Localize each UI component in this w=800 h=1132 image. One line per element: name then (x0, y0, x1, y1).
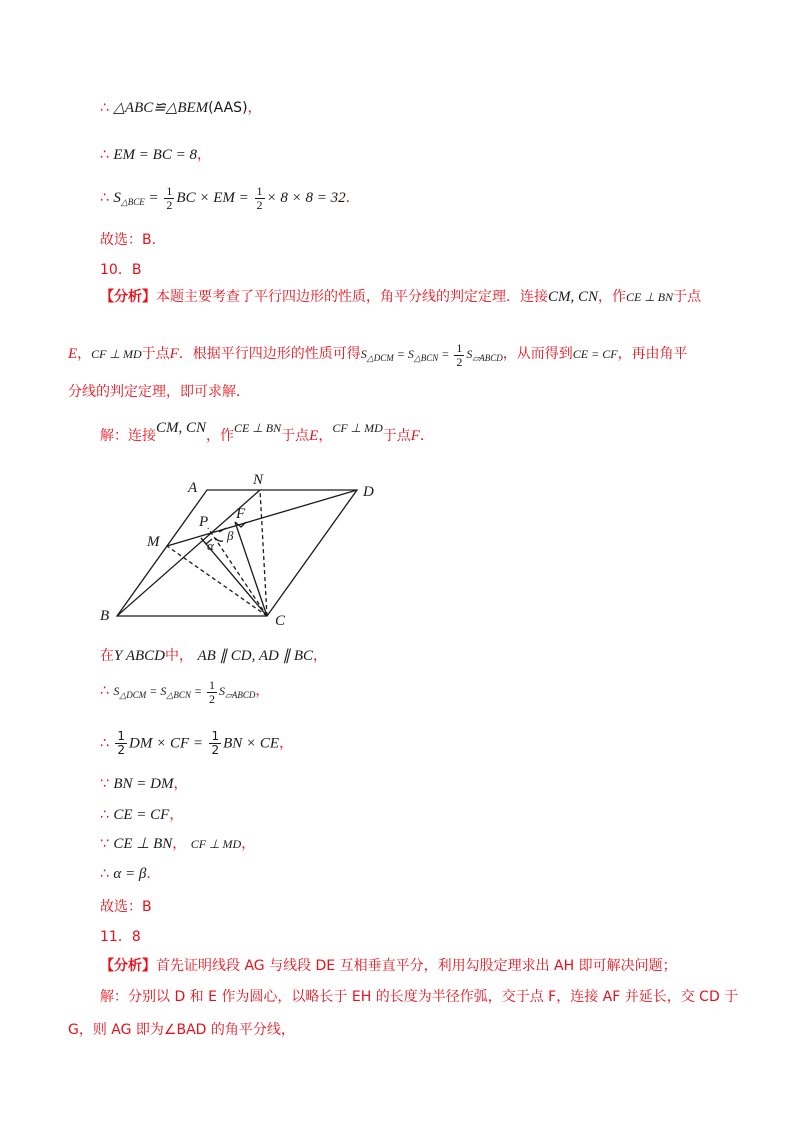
step-area-equal: ∴ $S_{\triangle DCM} = S_{\triangle BCN}$ = $\frac{1}{2}$ $S_{▱ABCD}$， (100, 677, 270, 706)
label-alpha: α (207, 538, 214, 553)
line-area (100, 185, 740, 215)
solution11-line2: G，则 AG 即为∠BAD 的角平分线， (68, 1022, 295, 1038)
therefore-symbol: ∴ (100, 190, 109, 206)
label-p: P (199, 514, 209, 530)
analysis10-line2: E，CF ⊥ MD于点F．根据平行四边形的性质可得$S_{\triangle DCM} = S_{\triangle BCN}$ = $\frac{1}{2}$ $S_{▱ABCD}$，从而得到CE = CF，再由角平 (68, 340, 688, 369)
label-f: F (236, 506, 246, 522)
label-c: C (275, 613, 286, 629)
choose-b-1: 故选：B. (100, 232, 157, 248)
label-beta: β (227, 528, 234, 543)
comma: ， (196, 147, 211, 163)
em-bc-expr: EM = BC = 8 (113, 147, 197, 163)
q10-heading: 10．B (100, 262, 142, 278)
step-in-parallelogram: 在Y ABCD中， AB ∥ CD, AD ∥ BC， (100, 648, 327, 664)
period: ． (345, 190, 360, 206)
choose-b-2: 故选：B (100, 899, 152, 915)
step-alpha-beta: ∴ α = β． (100, 866, 161, 882)
therefore-symbol: ∴ (100, 147, 109, 163)
area-expr: $S_{\triangle BCE}$ = $\frac{1}{2}$ BC × EM = $\frac{1}{2}$ × 8 × 8 = 32 (113, 184, 346, 213)
solution10-line: 解：连接CM, CN，作CE ⊥ BN于点E，CF ⊥ MD于点F． (100, 420, 434, 444)
label-a: A (188, 480, 198, 496)
step-ce-cf: ∴ CE = CF， (100, 807, 184, 823)
analysis10-line1: 【分析】本题主要考查了平行四边形的性质，角平分线的判定定理．连接CM, CN，作CE ⊥ BN于点 (100, 289, 702, 305)
angle-alpha-arc (215, 538, 223, 541)
therefore-symbol: ∴ (100, 100, 109, 116)
line-congruence (100, 98, 740, 118)
segment-cp (208, 528, 267, 616)
aas-label: (AAS) (208, 100, 248, 116)
label-n: N (253, 472, 264, 488)
analysis11-line: 【分析】首先证明线段 AG 与线段 DE 互相垂直平分，利用勾股定理求出 AH 即可解决问题； (100, 958, 677, 974)
congruence-expr: △ABC≌△BEM (113, 100, 209, 116)
parallelogram-figure (95, 470, 425, 630)
analysis10-line3: 分线的判定定理，即可求解． (68, 384, 250, 400)
label-m: M (147, 534, 160, 550)
line-em-bc (100, 145, 740, 165)
step-half-products: ∴ $\frac{1}{2}$ DM × CF = $\frac{1}{2}$ BN × CE， (100, 729, 294, 757)
comma: ， (247, 100, 262, 116)
label-b: B (100, 608, 110, 624)
solution11-line1: 解：分别以 D 和 E 作为圆心，以略长于 EH 的长度为半径作弧，交于点 F，连接 AF 并延长，交 CD 于 (100, 989, 739, 1005)
fraction-half: $\frac{1}{2}$ (256, 184, 263, 213)
q11-heading: 11．8 (100, 929, 141, 945)
analysis-tag: 【分析】 (100, 289, 156, 305)
label-d: D (363, 484, 374, 500)
step-perpendiculars: ∵ CE ⊥ BN， CF ⊥ MD， (100, 836, 256, 852)
step-bn-dm: ∵ BN = DM， (100, 776, 188, 792)
fraction-half: $\frac{1}{2}$ (166, 184, 173, 213)
